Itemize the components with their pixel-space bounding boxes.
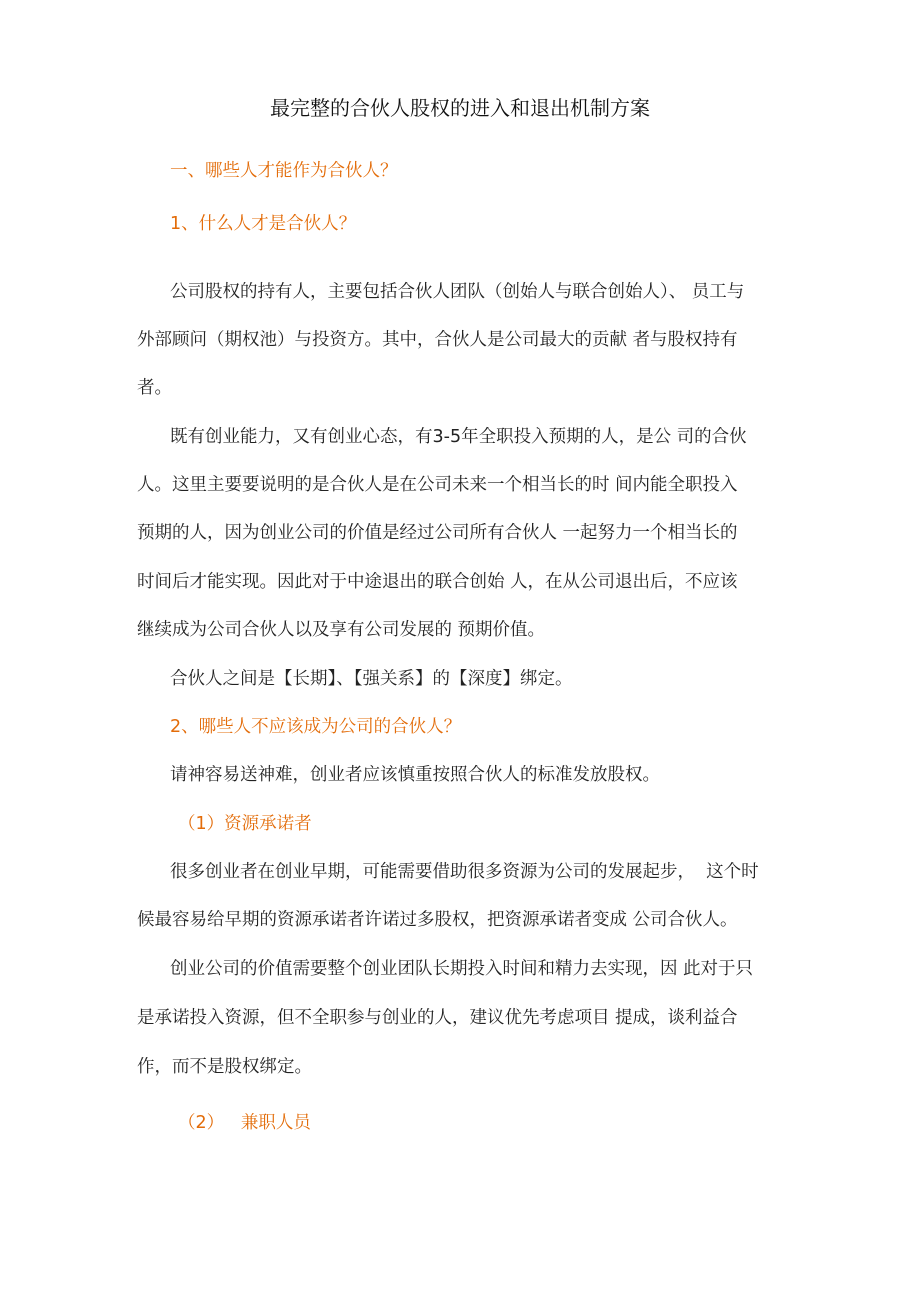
paragraph-line: 既有创业能力，又有创业心态，有3-5年全职投入预期的人，是公 司的合伙: [170, 427, 747, 447]
paragraph-line: 时间后才能实现。因此对于中途退出的联合创始 人，在从公司退出后，不应该: [137, 572, 738, 592]
paragraph-line: 创业公司的价值需要整个创业团队长期投入时间和精力去实现，因 此对于只: [170, 959, 754, 979]
paragraph-line: 候最容易给早期的资源承诺者许诺过多股权，把资源承诺者变成 公司合伙人。: [137, 910, 738, 930]
section-heading: 一、哪些人才能作为合伙人？: [170, 161, 398, 181]
document-title: 最完整的合伙人股权的进入和退出机制方案: [270, 96, 650, 120]
subsection-heading: 1、什么人才是合伙人？: [170, 214, 357, 234]
paragraph-line: 很多创业者在创业早期，可能需要借助很多资源为公司的发展起步， 这个时: [170, 862, 759, 882]
paragraph-line: 合伙人之间是【长期】、【强关系】的【深度】绑定。: [170, 669, 573, 689]
paragraph-line: 者。: [137, 378, 172, 398]
paragraph-line: 预期的人，因为创业公司的价值是经过公司所有合伙人 一起努力一个相当长的: [137, 523, 738, 543]
subsection-heading: 2、哪些人不应该成为公司的合伙人？: [170, 717, 462, 737]
paragraph-line: 外部顾问（期权池）与投资方。其中，合伙人是公司最大的贡献 者与股权持有: [137, 330, 738, 350]
paragraph-line: 请神容易送神难，创业者应该慎重按照合伙人的标准发放股权。: [170, 765, 660, 785]
paragraph-line: 是承诺投入资源，但不全职参与创业的人，建议优先考虑项目 提成，谈利益合: [137, 1008, 738, 1028]
item-heading: （1）资源承诺者: [178, 814, 312, 834]
paragraph-line: 人。这里主要要说明的是合伙人是在公司未来一个相当长的时 间内能全职投入: [137, 475, 738, 495]
paragraph-line: 公司股权的持有人，主要包括合伙人团队（创始人与联合创始人）、 员工与: [170, 282, 745, 302]
item-heading: （2） 兼职人员: [178, 1113, 311, 1133]
paragraph-line: 作，而不是股权绑定。: [137, 1057, 312, 1077]
paragraph-line: 继续成为公司合伙人以及享有公司发展的 预期价值。: [137, 620, 546, 640]
